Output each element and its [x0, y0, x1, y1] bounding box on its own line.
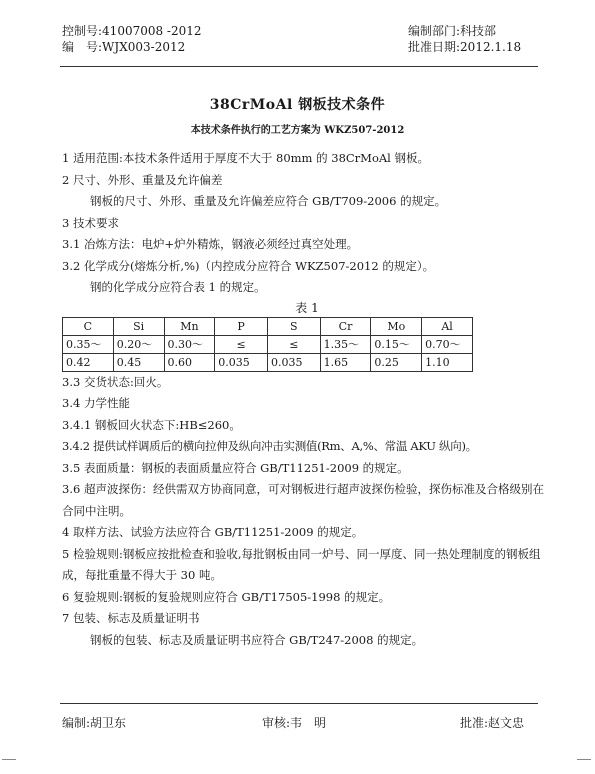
table-header-cell: Cr — [320, 317, 371, 335]
section-3-4-2: 3.4.2 提供试样调质后的横向拉伸及纵向冲击实测值(Rm、A,%、常温 AKU 纵向)。 — [62, 439, 477, 453]
section-4: 4 取样方法、试验方法应符合 GB/T11251-2009 的规定。 — [62, 525, 364, 539]
table-header-cell: C — [63, 317, 114, 335]
section-3-4: 3.4 力学性能 — [62, 396, 130, 410]
section-3-5: 3.5 表面质量：钢板的表面质量应符合 GB/T11251-2009 的规定。 — [62, 460, 409, 475]
document-title: 38CrMoAl 钢板技术条件 — [209, 97, 386, 113]
section-3-1: 3.1 冶炼方法：电炉+炉外精炼，钢液必须经过真空处理。 — [62, 237, 359, 251]
section-6: 6 复验规则:钢板的复验规则应符合 GB/T17505-1998 的规定。 — [62, 589, 391, 604]
table-cell: 0.035 — [215, 353, 268, 371]
document-number: 编 号:WJX003-2012 — [62, 40, 186, 54]
table-cell: 1.35～ — [320, 335, 371, 353]
section-3-2-body: 钢的化学成分应符合表 1 的规定。 — [90, 280, 266, 294]
section-1: 1 适用范围:本技术条件适用于厚度不大于 80mm 的 38CrMoAl 钢板。 — [62, 151, 430, 165]
table-cell: 1.10 — [422, 353, 473, 371]
table-cell: 1.65 — [320, 353, 371, 371]
section-3: 3 技术要求 — [62, 215, 119, 230]
table-cell: 0.70～ — [422, 335, 473, 353]
section-2-body: 钢板的尺寸、外形、重量及允许偏差应符合 GB/T709-2006 的规定。 — [90, 194, 447, 208]
table-cell: 0.35～ — [63, 335, 114, 353]
table-cell: 0.30～ — [164, 335, 215, 353]
section-7: 7 包装、标志及质量证明书 — [62, 611, 200, 625]
section-3-3: 3.3 交货状态:回火。 — [62, 374, 169, 389]
header-left — [62, 23, 202, 55]
department: 编制部门:科技部 — [408, 24, 497, 38]
table-caption: 表 1 — [295, 300, 319, 315]
table-cell: 0.45 — [113, 353, 164, 371]
approval-date: 批准日期:2012.1.18 — [408, 40, 522, 54]
table-header-cell: Si — [113, 317, 164, 335]
table-header-cell: Al — [422, 317, 473, 335]
section-3-4-1: 3.4.1 钢板回火状态下:HB≤260。 — [62, 417, 241, 432]
section-7-body: 钢板的包装、标志及质量证明书应符合 GB/T247-2008 的规定。 — [90, 632, 424, 647]
table-cell: 0.42 — [63, 353, 114, 371]
header-divider — [60, 66, 538, 67]
control-number: 控制号:41007008 -2012 — [62, 24, 202, 38]
table-cell: 0.035 — [267, 353, 320, 371]
table-header-cell: Mn — [164, 317, 215, 335]
table-header-cell: S — [267, 317, 320, 335]
corner-mark — [2, 759, 16, 774]
document-subtitle: 本技术条件执行的工艺方案为 WKZ507-2012 — [190, 125, 405, 136]
section-2: 2 尺寸、外形、重量及允许偏差 — [62, 172, 223, 187]
section-5: 5 检验规则:钢板应按批检查和验收,每批钢板由同一炉号、同一厚度、同一热处理制度的钢板组成，每批重量不得大于 30 吨。 — [62, 546, 541, 582]
table-cell: 0.20～ — [113, 335, 164, 353]
reviewed-by: 审核:韦 明 — [262, 716, 327, 730]
table-cell: 0.15～ — [371, 335, 422, 353]
table-header-cell: Mo — [371, 317, 422, 335]
table-cell: 0.60 — [164, 353, 215, 371]
table-cell: ≤ — [215, 335, 268, 353]
document-body — [62, 148, 552, 651]
table-row-min — [63, 335, 473, 353]
table-header-cell: P — [215, 317, 268, 335]
chemical-composition-table — [62, 317, 473, 372]
table-row-max — [63, 353, 473, 371]
table-cell: ≤ — [267, 335, 320, 353]
approved-by: 批准:赵文忠 — [460, 716, 525, 730]
section-3-6: 3.6 超声波探伤：经供需双方协商同意，可对钢板进行超声波探伤检验，探伤标准及合格级别在合同中注明。 — [62, 482, 544, 518]
section-3-2: 3.2 化学成分(熔炼分析,%)（内控成分应符合 WKZ507-2012 的规定）。 — [62, 258, 435, 273]
table-cell: 0.25 — [371, 353, 422, 371]
table-header-row — [63, 317, 473, 335]
corner-mark — [577, 759, 591, 774]
footer-divider — [60, 703, 538, 704]
header-right — [408, 23, 521, 55]
prepared-by: 编制:胡卫东 — [62, 716, 127, 730]
